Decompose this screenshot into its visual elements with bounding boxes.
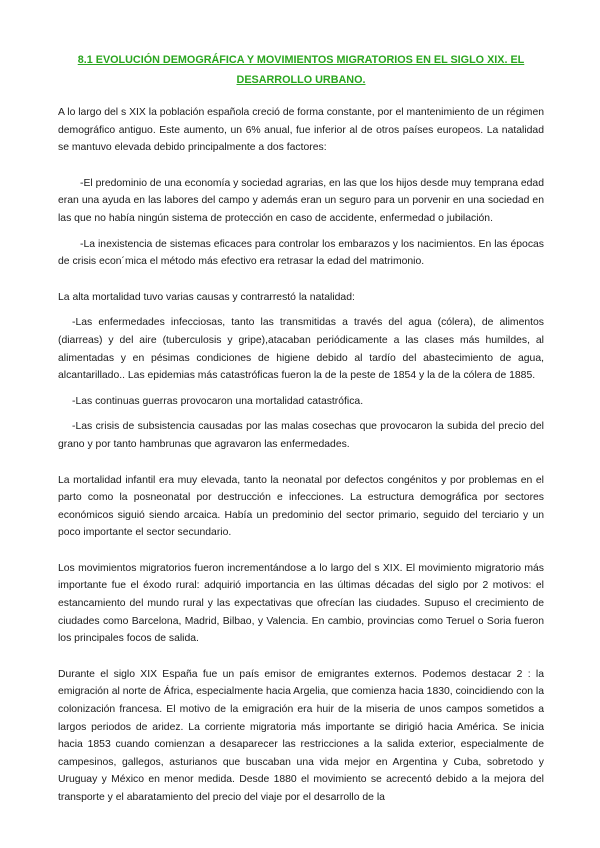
document-page [58,50,544,807]
paragraph-movimientos-migratorios: Los movimientos migratorios fueron incrementándose a lo largo del s XIX. El movimiento migratorio más importante fue el éxodo rural: adquirió importancia en las últimas décadas del siglo por 2 motivos: el estancamiento del mundo rural y las expectativas que ofrecían las ciudades. Supuso el crecimiento de ciudades como Barcelona, Madrid, Bilbao, y Valencia. En cambio, provincias como Teruel o Soria fueron los principales focos de salida. [58,562,544,645]
paragraph-mortalidad-intro: La alta mortalidad tuvo varias causas y contrarrestó la natalidad: [58,291,355,303]
paragraph-emigracion-exterior: Durante el siglo XIX España fue un país emisor de emigrantes externos. Podemos destacar 2 : la emigración al norte de África, especialmente hacia Argelia, que comienza hacia 1830, coincidiendo con la colonización francesa. El motivo de la emigración era huir de la miseria de unos campos sometidos a largos periodos de aridez. La corriente migratoria más importante se dirigió hacia América. Se inicia hacia 1853 cuando comienzan a desaparecer las restricciones a la salida exterior, especialmente de campesinos, gallegos, asturianos que buscaban una vida mejor en Argentina y Cuba, sobretodo y Uruguay y México en menor medida. Desde 1880 el movimiento se acrecentó debido a la mejora del transporte y el abaratamiento del precio del viaje por el desarrollo de la [58,668,544,803]
document-title: 8.1 EVOLUCIÓN DEMOGRÁFICA Y MOVIMIENTOS MIGRATORIOS EN EL SIGLO XIX. EL DESARROLLO URBANO. [77,54,525,86]
paragraph-mortalidad-enfermedades: -Las enfermedades infecciosas, tanto las transmitidas a través del agua (cólera), de alimentos (diarreas) y del aire (tuberculosis y gripe),atacaban periódicamente a las clases más humildes, al alimentadas y en pésimas condiciones de higiene debido al tardío del abastecimiento de agua, alcantarillado.. Las epidemias más catastróficas fueron la de la peste de 1854 y la de la cólera de 1885. [58,317,544,382]
paragraph-natalidad-factor-1: -El predominio de una economía y sociedad agrarias, en las que los hijos desde muy temprana edad eran una ayuda en las labores del campo y además eran un seguro para un porvenir en una sociedad en las que no había ningún sistema de protección en caso de accidente, enfermedad o jubilación. [58,177,544,224]
paragraph-mortalidad-guerras: -Las continuas guerras provocaron una mortalidad catastrófica. [72,395,364,407]
paragraph-mortalidad-infantil: La mortalidad infantil era muy elevada, tanto la neonatal por defectos congénitos y por problemas en el parto como la posneonatal por destrucción e infecciones. La estructura demográfica por sectores económicos siguió siendo arcaica. Había un predominio del sector primario, seguido del terciario y un poco importante el sector secundario. [58,474,544,539]
paragraph-natalidad-factor-2: -La inexistencia de sistemas eficaces para controlar los embarazos y los nacimientos. En las épocas de crisis econ´mica el método más efectivo era retrasar la edad del matrimonio. [58,238,544,268]
paragraph-mortalidad-crisis: -Las crisis de subsistencia causadas por las malas cosechas que provocaron la subida del precio del grano y por tanto hambrunas que agravaron las enfermedades. [58,421,544,450]
paragraph-intro: A lo largo del s XIX la población española creció de forma constante, por el mantenimiento de un régimen demográfico antiguo. Este aumento, un 6% anual, fue inferior al de otros países europeos. La natalidad se mantuvo elevada debido principalmente a dos factores: [58,107,544,154]
